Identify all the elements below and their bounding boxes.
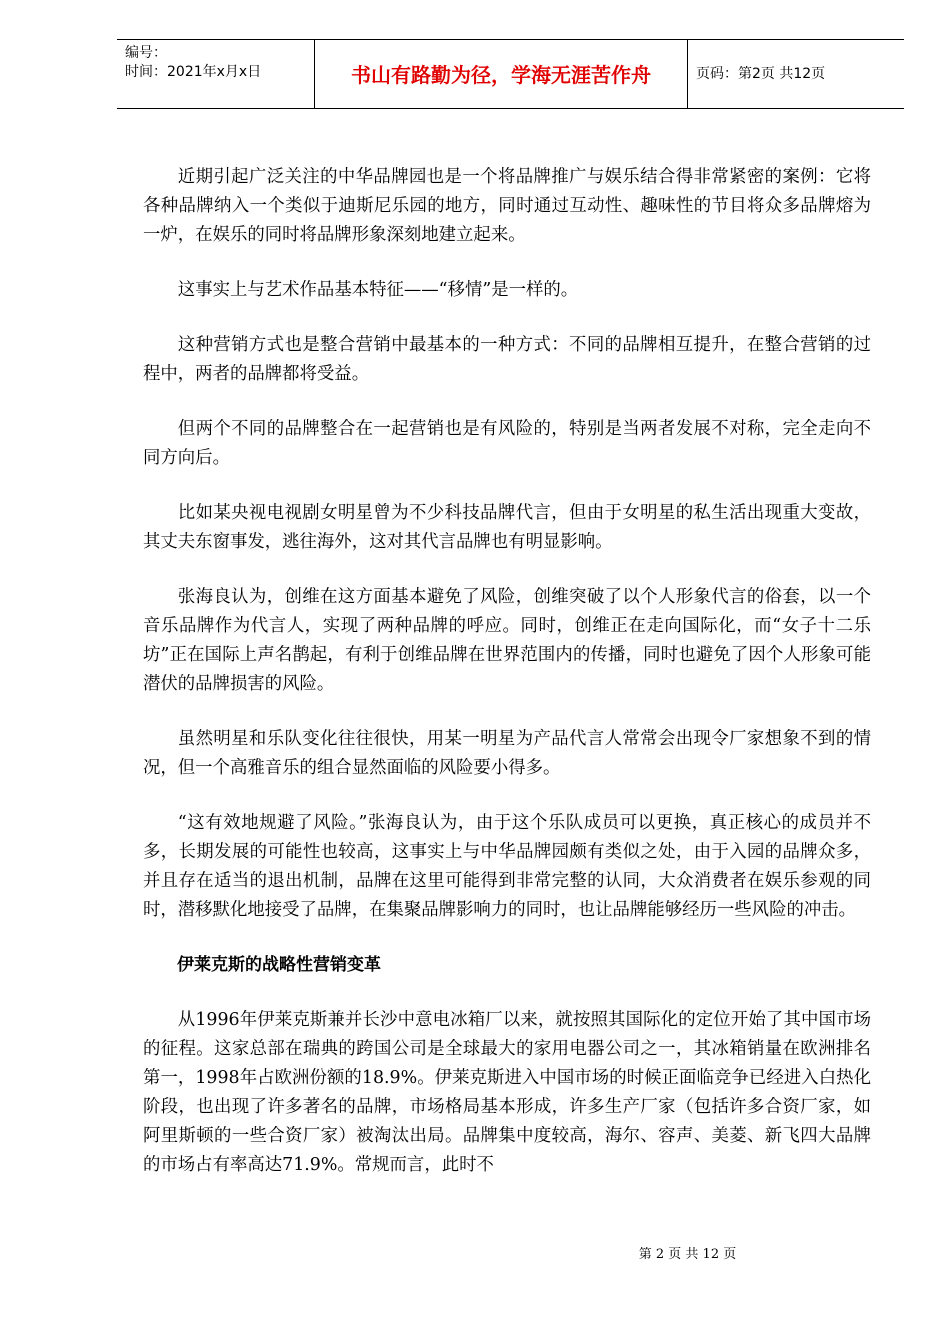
document-time-label: 时间：2021年x月x日 <box>125 64 262 80</box>
paragraph: 近期引起广泛关注的中华品牌园也是一个将品牌推广与娱乐结合得非常紧密的案例：它将各种品牌纳入一个类似于迪斯尼乐园的地方，同时通过互动性、趣味性的节目将众多品牌熔为一炉，在娱乐的同时将品牌形象深刻地建立起来。 <box>143 167 871 245</box>
section-heading: 伊莱克斯的战略性营销变革 <box>177 955 381 975</box>
paragraph: 从1996年伊莱克斯兼并长沙中意电冰箱厂以来，就按照其国际化的定位开始了其中国市场的征程。这家总部在瑞典的跨国公司是全球最大的家用电器公司之一，其冰箱销量在欧洲排名第一，1998年占欧洲份额的18.9%。伊莱克斯进入中国市场的时候正面临竞争已经进入白热化阶段，也出现了许多著名的品牌，市场格局基本形成，许多生产厂家（包括许多合资厂家，如阿里斯顿的一些合资厂家）被淘汰出局。品牌集中度较高，海尔、容声、美菱、新飞四大品牌的市场占有率高达71.9%。常规而言，此时不 <box>143 1010 871 1175</box>
header-motto: 书山有路勤为径，学海无涯苦作舟 <box>351 63 651 87</box>
header-meta-cell <box>117 40 315 108</box>
page-header <box>117 39 904 109</box>
paragraph: 但两个不同的品牌整合在一起营销也是有风险的，特别是当两者发展不对称，完全走向不同方向后。 <box>143 419 871 468</box>
header-page-cell <box>688 40 904 108</box>
paragraph: 比如某央视电视剧女明星曾为不少科技品牌代言，但由于女明星的私生活出现重大变故，其丈夫东窗事发，逃往海外，这对其代言品牌也有明显影响。 <box>143 503 871 552</box>
paragraph: 虽然明星和乐队变化往往很快，用某一明星为产品代言人常常会出现令厂家想象不到的情况，但一个高雅音乐的组合显然面临的风险要小得多。 <box>143 729 871 778</box>
paragraph: 这种营销方式也是整合营销中最基本的一种方式：不同的品牌相互提升，在整合营销的过程中，两者的品牌都将受益。 <box>143 335 871 384</box>
header-motto-cell <box>315 40 688 108</box>
page-footer: 第 2 页 共 12 页 <box>638 1247 737 1262</box>
paragraph: 这事实上与艺术作品基本特征——“移情”是一样的。 <box>177 280 579 300</box>
paragraph: “这有效地规避了风险。”张海良认为，由于这个乐队成员可以更换，真正核心的成员并不多，长期发展的可能性也较高，这事实上与中华品牌园颇有类似之处，由于入园的品牌众多，并且存在适当的退出机制，品牌在这里可能得到非常完整的认同，大众消费者在娱乐参观的同时，潜移默化地接受了品牌，在集聚品牌影响力的同时，也让品牌能够经历一些风险的冲击。 <box>143 813 871 920</box>
header-page-info: 页码：第2页 共12页 <box>696 66 826 82</box>
document-number-label: 编号： <box>125 45 167 61</box>
paragraph: 张海良认为，创维在这方面基本避免了风险，创维突破了以个人形象代言的俗套，以一个音乐品牌作为代言人，实现了两种品牌的呼应。同时，创维正在走向国际化，而“女子十二乐坊”正在国际上声名鹊起，有利于创维品牌在世界范围内的传播，同时也避免了因个人形象可能潜伏的品牌损害的风险。 <box>143 587 871 694</box>
document-body <box>143 163 871 1206</box>
